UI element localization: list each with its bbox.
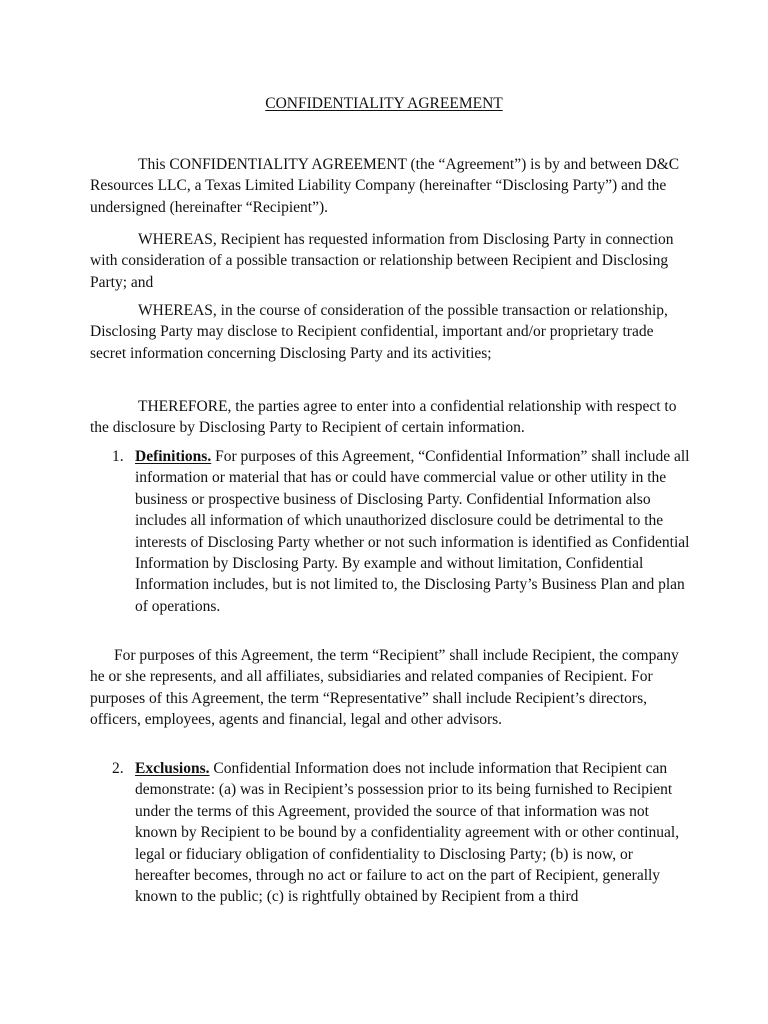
section-text: For purposes of this Agreement, “Confidential Information” shall include all information or material that has or could have commercial value or other utility in the business or prospective business of Disclosing Party. Confidential Information also includes all information of which unauthorized disclosure could be detrimental to the interests of Disclosing Party whether or not such information is identified as Confidential Information by Disclosing Party. By example and without limitation, Confidential Information includes, but is not limited to, the Disclosing Party’s Business Plan and plan of operations. bbox=[135, 448, 690, 615]
document-title-text: CONFIDENTIALITY AGREEMENT bbox=[265, 95, 503, 112]
section-text: Confidential Information does not include information that Recipient can demonstrate: (a) was in Recipient’s possession prior to its being furnished to Recipient under the terms of this Agreement, provided the source of that information was not known by Recipient to be bound by a confidentiality agreement with or other continual, legal or fiduciary obligation of confidentiality to Disclosing Party; (b) is now, or hereafter becomes, through no act or failure to act on the part of Recipient, generally known to the public; (c) is rightfully obtained by Recipient from a third bbox=[135, 760, 680, 906]
whereas-paragraph-1: WHEREAS, Recipient has requested information from Disclosing Party in connection with consideration of a possible transaction or relationship between Recipient and Disclosing Party; and bbox=[90, 231, 674, 291]
recipient-definition-paragraph: For purposes of this Agreement, the term “Recipient” shall include Recipient, the company he or she represents, and all affiliates, subsidiaries and related companies of Recipient. For purposes of this Agreement, the term “Representative” shall include Recipient’s directors, officers, employees, agents and financial, legal and other advisors. bbox=[90, 647, 679, 729]
section-number: 2. bbox=[112, 760, 124, 777]
section-exclusions bbox=[112, 758, 690, 908]
intro-paragraph: This CONFIDENTIALITY AGREEMENT (the “Agreement”) is by and between D&C Resources LLC, a Texas Limited Liability Company (hereinafter “Disclosing Party”) and the undersigned (hereinafter “Recipient”). bbox=[90, 156, 680, 216]
therefore-paragraph: THEREFORE, the parties agree to enter into a confidential relationship with respect to the disclosure by Disclosing Party to Recipient of certain information. bbox=[90, 398, 677, 437]
section-body bbox=[135, 758, 690, 908]
section-definitions bbox=[112, 446, 690, 617]
document-title bbox=[0, 94, 768, 114]
whereas-paragraph-2: WHEREAS, in the course of consideration of the possible transaction or relationship, Disclosing Party may disclose to Recipient confidential, important and/or proprietary trade secret information concerning Disclosing Party and its activities; bbox=[90, 302, 668, 362]
section-heading: Definitions. bbox=[135, 448, 212, 465]
section-body bbox=[135, 446, 690, 617]
section-number: 1. bbox=[112, 448, 124, 465]
section-heading: Exclusions. bbox=[135, 760, 210, 777]
